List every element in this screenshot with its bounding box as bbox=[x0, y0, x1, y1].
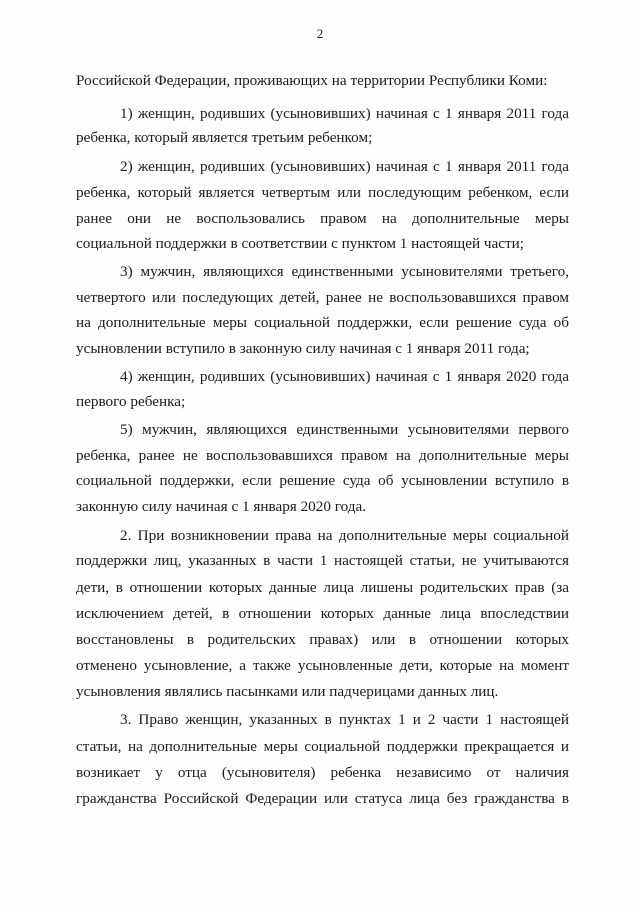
text-line: 1) женщин, родивших (усыновивших) начиная с 1 января 2011 года bbox=[120, 105, 569, 122]
text-line: социальной поддержки в соответствии с пунктом 1 настоящей части; bbox=[76, 235, 524, 252]
text-line: 3. Право женщин, указанных в пунктах 1 и 2 части 1 настоящей bbox=[120, 711, 569, 728]
text-line: статьи, на дополнительные меры социальной поддержки прекращается и bbox=[76, 738, 569, 755]
text-line: восстановлены в родительских правах) или в отношении которых bbox=[76, 631, 569, 648]
text-line: дети, в отношении которых данные лица лишены родительских прав (за bbox=[76, 579, 569, 596]
text-line: социальной поддержки, если решение суда об усыновлении вступило в bbox=[76, 472, 569, 489]
text-line: ребенка, который является четвертым или последующим ребенком, если bbox=[76, 184, 569, 201]
text-line: 2. При возникновении права на дополнительные меры социальной bbox=[120, 527, 569, 544]
text-line: возникает у отца (усыновителя) ребенка независимо от наличия bbox=[76, 764, 569, 781]
text-line: на дополнительные меры социальной поддержки, если решение суда об bbox=[76, 314, 569, 331]
text-line: 4) женщин, родивших (усыновивших) начиная с 1 января 2020 года bbox=[120, 368, 569, 385]
text-line: гражданства Российской Федерации или статуса лица без гражданства в bbox=[76, 790, 569, 807]
text-line: усыновления являлись пасынками или падчерицами данных лиц. bbox=[76, 683, 499, 700]
text-line: ранее они не воспользовались правом на дополнительные меры bbox=[76, 210, 569, 227]
text-line: поддержки лиц, указанных в части 1 настоящей статьи, не учитываются bbox=[76, 552, 569, 569]
text-line: четвертого или последующих детей, ранее не воспользовавшихся правом bbox=[76, 289, 569, 306]
text-line: 2) женщин, родивших (усыновивших) начиная с 1 января 2011 года bbox=[120, 158, 569, 175]
text-line: ребенка, который является третьим ребенком; bbox=[76, 129, 373, 146]
text-line: Российской Федерации, проживающих на территории Республики Коми: bbox=[76, 72, 548, 89]
text-line: ребенка, ранее не воспользовавшихся правом на дополнительные меры bbox=[76, 447, 569, 464]
text-line: первого ребенка; bbox=[76, 393, 186, 410]
text-line: 5) мужчин, являющихся единственными усыновителями первого bbox=[120, 421, 569, 438]
page-number: 2 bbox=[316, 26, 324, 41]
text-line: 3) мужчин, являющихся единственными усыновителями третьего, bbox=[120, 263, 569, 280]
text-line: усыновлении вступило в законную силу начиная с 1 января 2011 года; bbox=[76, 340, 530, 357]
text-line: исключением детей, в отношении которых данные лица впоследствии bbox=[76, 605, 569, 622]
text-line: отменено усыновление, а также усыновленные дети, которые на момент bbox=[76, 657, 569, 674]
text-line: законную силу начиная с 1 января 2020 года. bbox=[76, 498, 367, 515]
